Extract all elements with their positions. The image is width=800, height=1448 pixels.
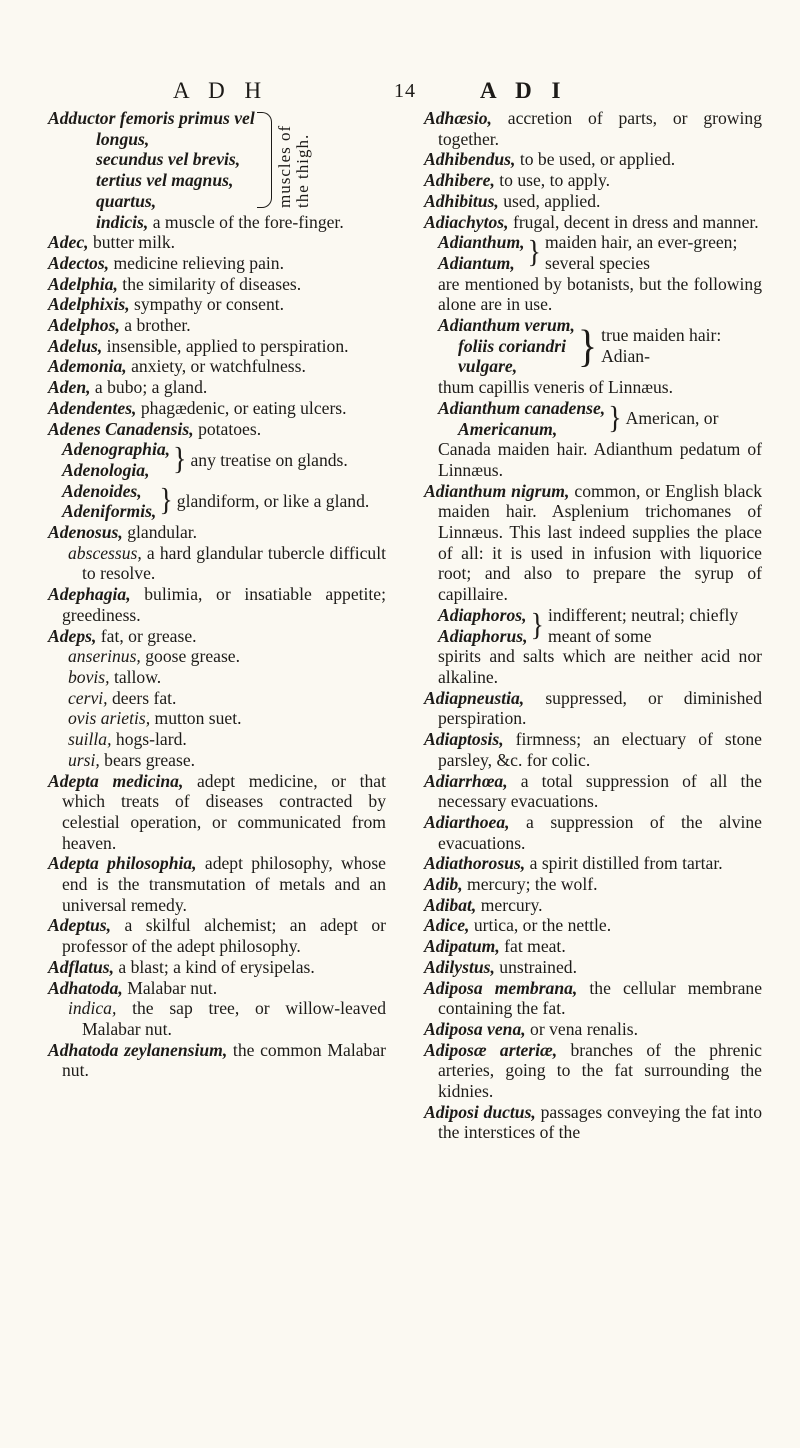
brace: } [577,319,598,372]
brace: } [530,607,544,643]
definition: a skilful alchemist; an adept or professor of the adept philosophy. [62,915,386,957]
headword: Adiposæ arteriæ, [424,1039,558,1060]
entry [48,315,386,336]
adductor-group [48,108,386,212]
definition: Malabar nut. [122,977,218,998]
headword: Adianthum verum, [438,315,575,336]
headword: Adectos, [48,252,110,273]
sub-entry [48,543,386,584]
definition: a bubo; a gland. [90,377,208,398]
entry [424,853,762,874]
brace [257,112,272,208]
definition-continued: Canada maiden hair. Adianthum pedatum of Linnæus. [438,439,762,480]
definition: adept medicine, or that which treats of diseases contracted by celestial operation, or communicated from heaven. [62,770,386,853]
headword: Adendentes, [48,397,137,418]
entry [424,1019,762,1040]
sub-headword: cervi, [68,687,108,708]
definition: a spirit distilled from tartar. [525,853,723,874]
headword: Adiposa vena, [424,1018,526,1039]
sub-headword: anserinus, [68,646,141,667]
definition: to be used, or applied. [515,149,676,170]
headword: Adipatum, [424,936,500,957]
brace: } [608,400,622,436]
definition: goose grease. [140,646,240,667]
sub-headword: ursi, [68,749,100,770]
entry-group [424,315,762,377]
sub-headword: indica, [68,998,117,1019]
entry [424,212,762,233]
brace: } [173,441,187,478]
sub-entry [48,646,386,667]
sub-entry [48,998,386,1039]
definition: the cellular membrane containing the fat. [438,977,763,1019]
definition: butter milk. [88,232,176,253]
brace: } [527,234,541,271]
sub-headword: suilla, [68,729,112,750]
adductor-line: secundus vel brevis, [96,149,241,170]
headword: Ademonia, [48,356,127,377]
right-column [424,108,762,1143]
definition: phagædenic, or eating ulcers. [136,397,347,418]
entry [48,626,386,647]
headword: foliis coriandri [458,335,567,356]
definition-continued: spirits and salts which are neither acid nor alkaline. [438,646,762,687]
headword: Adelphos, [48,315,120,336]
headword: Adiaphoros, [438,604,527,625]
entry-group [424,398,762,439]
entry-group [424,232,762,273]
definition: medicine relieving pain. [109,252,284,273]
definition: urtica, or the nettle. [469,915,612,936]
definition: common, or English black maiden hair. Asplenium trichomanes of Linnæus. This last indeed supplies the place of all: it is used in infusion with liquorice root; and also to prepare the syrup of capillaire. [438,480,763,605]
group-terms [424,315,575,377]
entry-group [424,605,762,646]
headword: Adeps, [48,625,97,646]
definition-continued: are mentioned by botanists, but the following alone are in use. [438,273,762,315]
headword: Adenologia, [62,459,150,480]
entry [48,294,386,315]
definition: mercury. [476,894,543,915]
entry [424,149,762,170]
definition: branches of the phrenic arteries, going to the fat surrounding the kidnies. [438,1039,762,1102]
definition: accretion of parts, or growing together. [438,108,762,149]
entry [424,170,762,191]
headword: Adib, [424,874,463,895]
headword: Adianthum, [438,232,525,253]
definition: or vena renalis. [525,1018,639,1039]
sub-entry [48,750,386,771]
entry [424,874,762,895]
definition: fat, or grease. [96,625,197,646]
headword: Adenoides, [62,480,142,501]
headword: Adhibendus, [424,149,516,170]
headword: Adhæsio, [424,108,492,128]
headword: Adephagia, [48,584,131,605]
entry [48,978,386,999]
headword: Adiapneustia, [424,687,525,708]
sub-entry [48,667,386,688]
definition: tallow. [109,666,162,687]
group-terms [424,398,605,439]
definition: mutton suet. [150,708,242,729]
sub-headword: abscessus, [68,542,142,563]
definition: bulimia, or insatiable appetite; greediness. [62,584,386,625]
entry [48,1040,386,1081]
definition: sympathy or consent. [129,294,285,315]
headword: Adenosus, [48,522,123,543]
group-terms [48,439,170,480]
entry [48,584,386,625]
headword: Adiarrhœa, [424,770,508,791]
entry [424,729,762,770]
headword: vulgare, [458,356,518,377]
header-right-guide: A D I [480,78,568,103]
entry [424,978,762,1019]
definition: American, or [625,408,719,429]
headword: Adelus, [48,335,103,356]
headword: Adelphia, [48,273,118,294]
headword: Adiantum, [438,252,515,273]
headword: Adiaptosis, [424,729,504,750]
headword: Adiarthoea, [424,811,510,832]
definition: insensible, applied to perspiration. [102,335,349,356]
headword: Adiaphorus, [438,625,528,646]
definition: unstrained. [494,956,577,977]
entry [48,336,386,357]
headword: Americanum, [458,418,558,439]
headword: Adiachytos, [424,211,509,232]
entry [48,522,386,543]
entry [424,1040,762,1102]
definition: the similarity of diseases. [117,273,302,294]
brace: } [159,482,173,519]
definition: a total suppression of all the necessary evacuations. [438,770,762,812]
entry [48,232,386,253]
definition: deers fat. [107,687,177,708]
headword: Adec, [48,232,89,253]
entry [424,771,762,812]
definition: to use, to apply. [494,170,611,191]
entry-group [48,439,386,480]
adductor-terms [48,108,255,212]
definition: a blast; a kind of erysipelas. [114,956,315,977]
entry [424,957,762,978]
headword: Adepta medicina, [48,770,184,791]
entry [424,936,762,957]
entry [48,398,386,419]
headword: Adiathorosus, [424,853,526,874]
definition: the sap tree, or willow-leaved Malabar nut. [82,998,386,1039]
entry [424,481,762,605]
entry [48,771,386,854]
entry [48,853,386,915]
definition: a hard glandular tubercle difficult to resolve. [82,542,386,584]
sub-entry [48,708,386,729]
definition: true maiden hair: Adian- [601,325,722,367]
sub-entry [48,729,386,750]
definition: bears grease. [99,749,196,770]
definition-continued: thum capillis veneris of Linnæus. [438,377,674,398]
sub-headword: ovis arietis, [68,708,151,729]
headword: Adenes Canadensis, [48,418,194,439]
headword: Adhatoda zeylanensium, [48,1039,228,1060]
headword: Adhibitus, [424,190,499,211]
adductor-line: quartus, [96,190,157,211]
entry [48,212,386,233]
left-column [48,108,386,1081]
headword: Adiposi ductus, [424,1101,536,1122]
definition: any treatise on glands. [190,449,348,470]
entry [48,253,386,274]
definition: hogs-lard. [111,729,187,750]
entry [424,1102,762,1143]
headword: Adice, [424,915,470,936]
definition: maiden hair, an ever-green; several species [545,232,738,273]
entry [48,419,386,440]
headword: Adianthum nigrum, [424,480,570,501]
definition: anxiety, or watchfulness. [126,356,306,377]
definition: fat meat. [499,936,566,957]
sub-headword: bovis, [68,666,110,687]
entry [424,812,762,853]
headword: Adflatus, [48,956,114,977]
headword: Adhibere, [424,170,495,191]
adductor-line: longus, [96,128,150,149]
headword: Adepta philosophia, [48,853,197,874]
headword: Aden, [48,377,91,398]
definition: the common Malabar nut. [62,1039,386,1081]
definition: potatoes. [193,418,262,439]
header-left-guide: A D H [173,78,269,103]
entry [48,356,386,377]
entry [424,895,762,916]
definition: passages conveying the fat into the interstices of the [438,1101,762,1143]
adductor-side-label: muscles of the thigh. [274,124,312,208]
headword: Adelphixis, [48,294,130,315]
definition: a suppression of the alvine evacuations. [438,811,762,853]
entry [48,274,386,295]
definition: a brother. [119,315,191,336]
entry [48,957,386,978]
headword: Adianthum canadense, [438,397,606,418]
group-terms [424,232,525,273]
headword: indicis, [96,211,149,232]
entry [48,377,386,398]
headword: Adibat, [424,894,477,915]
definition: mercury; the wolf. [462,874,598,895]
page-number: 14 [394,80,416,102]
definition: adept philosophy, whose end is the transmutation of metals and an universal remedy. [62,853,386,915]
entry-group [48,481,386,522]
definition: glandiform, or like a gland. [176,491,370,511]
entry [48,915,386,956]
definition: glandular. [122,522,198,543]
entry [424,688,762,729]
headword: Adilystus, [424,956,495,977]
sub-entry [48,688,386,709]
definition: used, applied. [498,190,601,211]
headword: Adhatoda, [48,977,123,998]
definition: firmness; an electuary of stone parsley, &c. for colic. [438,729,762,770]
definition: indifferent; neutral; chiefly meant of some [547,604,739,646]
running-header [0,78,800,108]
headword: Adeniformis, [62,501,157,522]
entry [424,108,762,149]
headword: Adenographia, [62,439,171,460]
entry [424,191,762,212]
definition: a muscle of the fore-finger. [148,211,344,232]
headword: Adeptus, [48,915,112,936]
adductor-line: tertius vel magnus, [96,170,234,191]
headword: Adiposa membrana, [424,977,578,998]
group-terms [48,481,156,522]
adductor-line: Adductor femoris primus vel [48,108,255,128]
definition: suppressed, or diminished perspiration. [438,687,762,729]
entry [424,915,762,936]
definition: frugal, decent in dress and manner. [508,211,759,232]
group-terms [424,605,527,646]
